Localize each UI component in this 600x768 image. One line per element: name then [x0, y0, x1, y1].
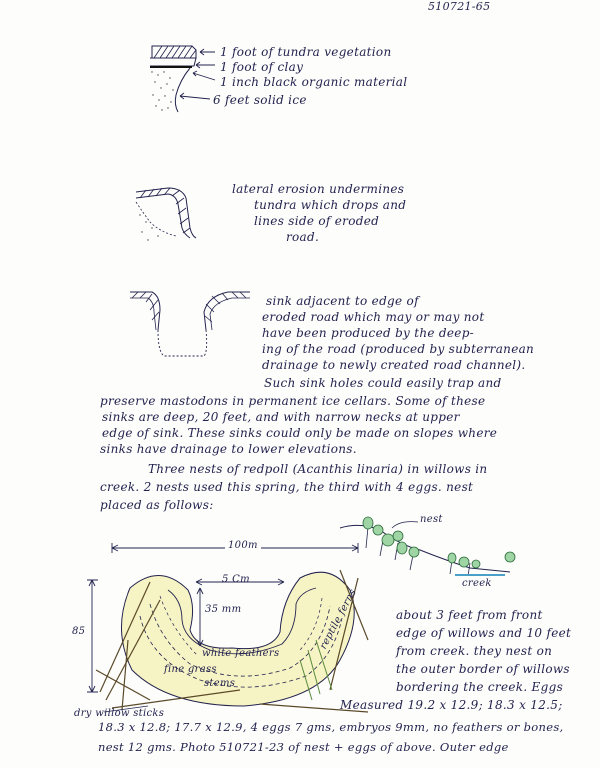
sink-note-line: preserve mastodons in permanent ice cellars. Some of these: [100, 394, 486, 408]
nest-note-line: from creek. they nest on: [396, 644, 553, 658]
nest-height-label: 85: [72, 626, 86, 637]
bottom-line: 18.3 x 12.8; 17.7 x 12.9, 4 eggs 7 gms, embryos 9mm, no feathers or bones,: [98, 720, 564, 734]
sink-note-line: have been produced by the deep-: [262, 326, 475, 340]
sink-note-line: Such sink holes could easily trap and: [264, 376, 502, 390]
bottom-line: nest 12 gms. Photo 510721-23 of nest + eggs of above. Outer edge: [98, 740, 509, 754]
willow-label: dry willow sticks: [74, 708, 165, 719]
strata-label-ice: 6 feet solid ice: [213, 93, 307, 107]
nest-note-line: bordering the creek. Eggs: [396, 680, 564, 694]
strata-label-clay: 1 foot of clay: [220, 60, 304, 74]
erosion-note-line: tundra which drops and: [254, 198, 407, 212]
nest-note-line: about 3 feet from front: [396, 608, 543, 622]
sink-note-line: drainage to newly created road channel).: [262, 358, 526, 372]
sink-note-line: eroded road which may or may not: [262, 310, 485, 324]
erosion-note-line: lateral erosion undermines: [232, 182, 405, 196]
erosion-note-line: lines side of eroded: [254, 214, 380, 228]
sink-note-line: sinks are deep, 20 feet, and with narrow necks at upper: [102, 410, 460, 424]
strata-label-organic: 1 inch black organic material: [220, 75, 408, 89]
grass-label: fine grass: [164, 664, 217, 675]
sink-note-line: ing of the road (produced by subterranean: [262, 342, 535, 356]
creek-label: creek: [462, 578, 492, 589]
stems-label: stems: [204, 678, 236, 689]
nest-intro-line: creek. 2 nests used this spring, the third with 4 eggs. nest: [100, 480, 474, 494]
feathers-label: white feathers: [202, 648, 280, 659]
sink-note-line: sinks have drainage to lower elevations.: [100, 442, 357, 456]
nest-note-line: edge of willows and 10 feet: [396, 626, 572, 640]
nest-depth-label: 35 mm: [205, 604, 242, 615]
sink-note-line: edge of sink. These sinks could only be made on slopes where: [102, 426, 498, 440]
nest-note-line: the outer border of willows: [396, 662, 570, 676]
nest-intro-line: placed as follows:: [100, 498, 214, 512]
nest-inner-width-label: 5 Cm: [222, 574, 250, 585]
nest-intro-line: Three nests of redpoll (Acanthis linaria) in willows in: [148, 462, 488, 476]
nest-label: nest: [420, 514, 443, 525]
page-id: 510721-65: [428, 0, 491, 13]
ferns-label: reptile ferns: [318, 587, 359, 652]
strata-label-tundra: 1 foot of tundra vegetation: [220, 45, 392, 59]
sink-note-line: sink adjacent to edge of: [266, 294, 419, 308]
nest-note-line: Measured 19.2 x 12.9; 18.3 x 12.5;: [340, 698, 563, 712]
nest-width-label: 100m: [225, 540, 261, 551]
erosion-note-line: road.: [286, 230, 320, 244]
